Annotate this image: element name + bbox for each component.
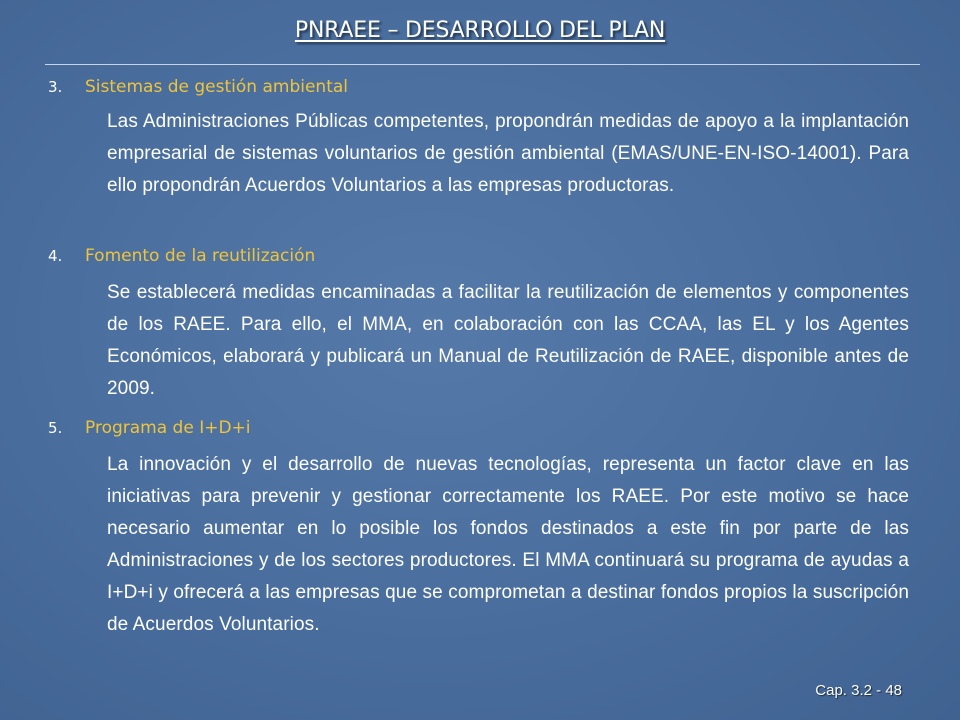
section-body-3: Las Administraciones Públicas competentes, propondrán medidas de apoyo a la implantación empresarial de sistemas voluntarios de gestión ambiental (EMAS/UNE-EN-ISO-14001). Para ello propondrán Acuerdos Voluntarios a las empresas productoras. (107, 111, 909, 196)
section-number: 4. (48, 247, 63, 265)
section-heading-3 (48, 77, 348, 97)
slide-number: Cap. 3.2 - 48 (815, 682, 902, 699)
section-heading-5 (48, 418, 251, 438)
section-heading-text: Fomento de la reutilización (85, 246, 316, 266)
section-number: 3. (48, 78, 63, 96)
section-heading-text: Programa de I+D+i (85, 418, 251, 438)
section-body-4: Se establecerá medidas encaminadas a facilitar la reutilización de elementos y componentes de los RAEE. Para ello, el MMA, en colaboración con las CCAA, las EL y los Agentes Económicos, elaborará y publicará un Manual de Reutilización de RAEE, disponible antes de 2009. (107, 282, 909, 399)
section-heading-text: Sistemas de gestión ambiental (85, 77, 348, 97)
section-number: 5. (48, 419, 63, 437)
section-body-5: La innovación y el desarrollo de nuevas tecnologías, representa un factor clave en las iniciativas para prevenir y gestionar correctamente los RAEE. Por este motivo se hace necesario aumentar en lo posible los fondos destinados a este fin por parte de las Administraciones y de los sectores productores. El MMA continuará su programa de ayudas a I+D+i y ofrecerá a las empresas que se comprometan a destinar fondos propios la suscripción de Acuerdos Voluntarios. (107, 454, 909, 635)
section-heading-4 (48, 246, 315, 266)
slide-title: PNRAEE – DESARROLLO DEL PLAN (294, 18, 666, 43)
title-divider (45, 64, 920, 65)
